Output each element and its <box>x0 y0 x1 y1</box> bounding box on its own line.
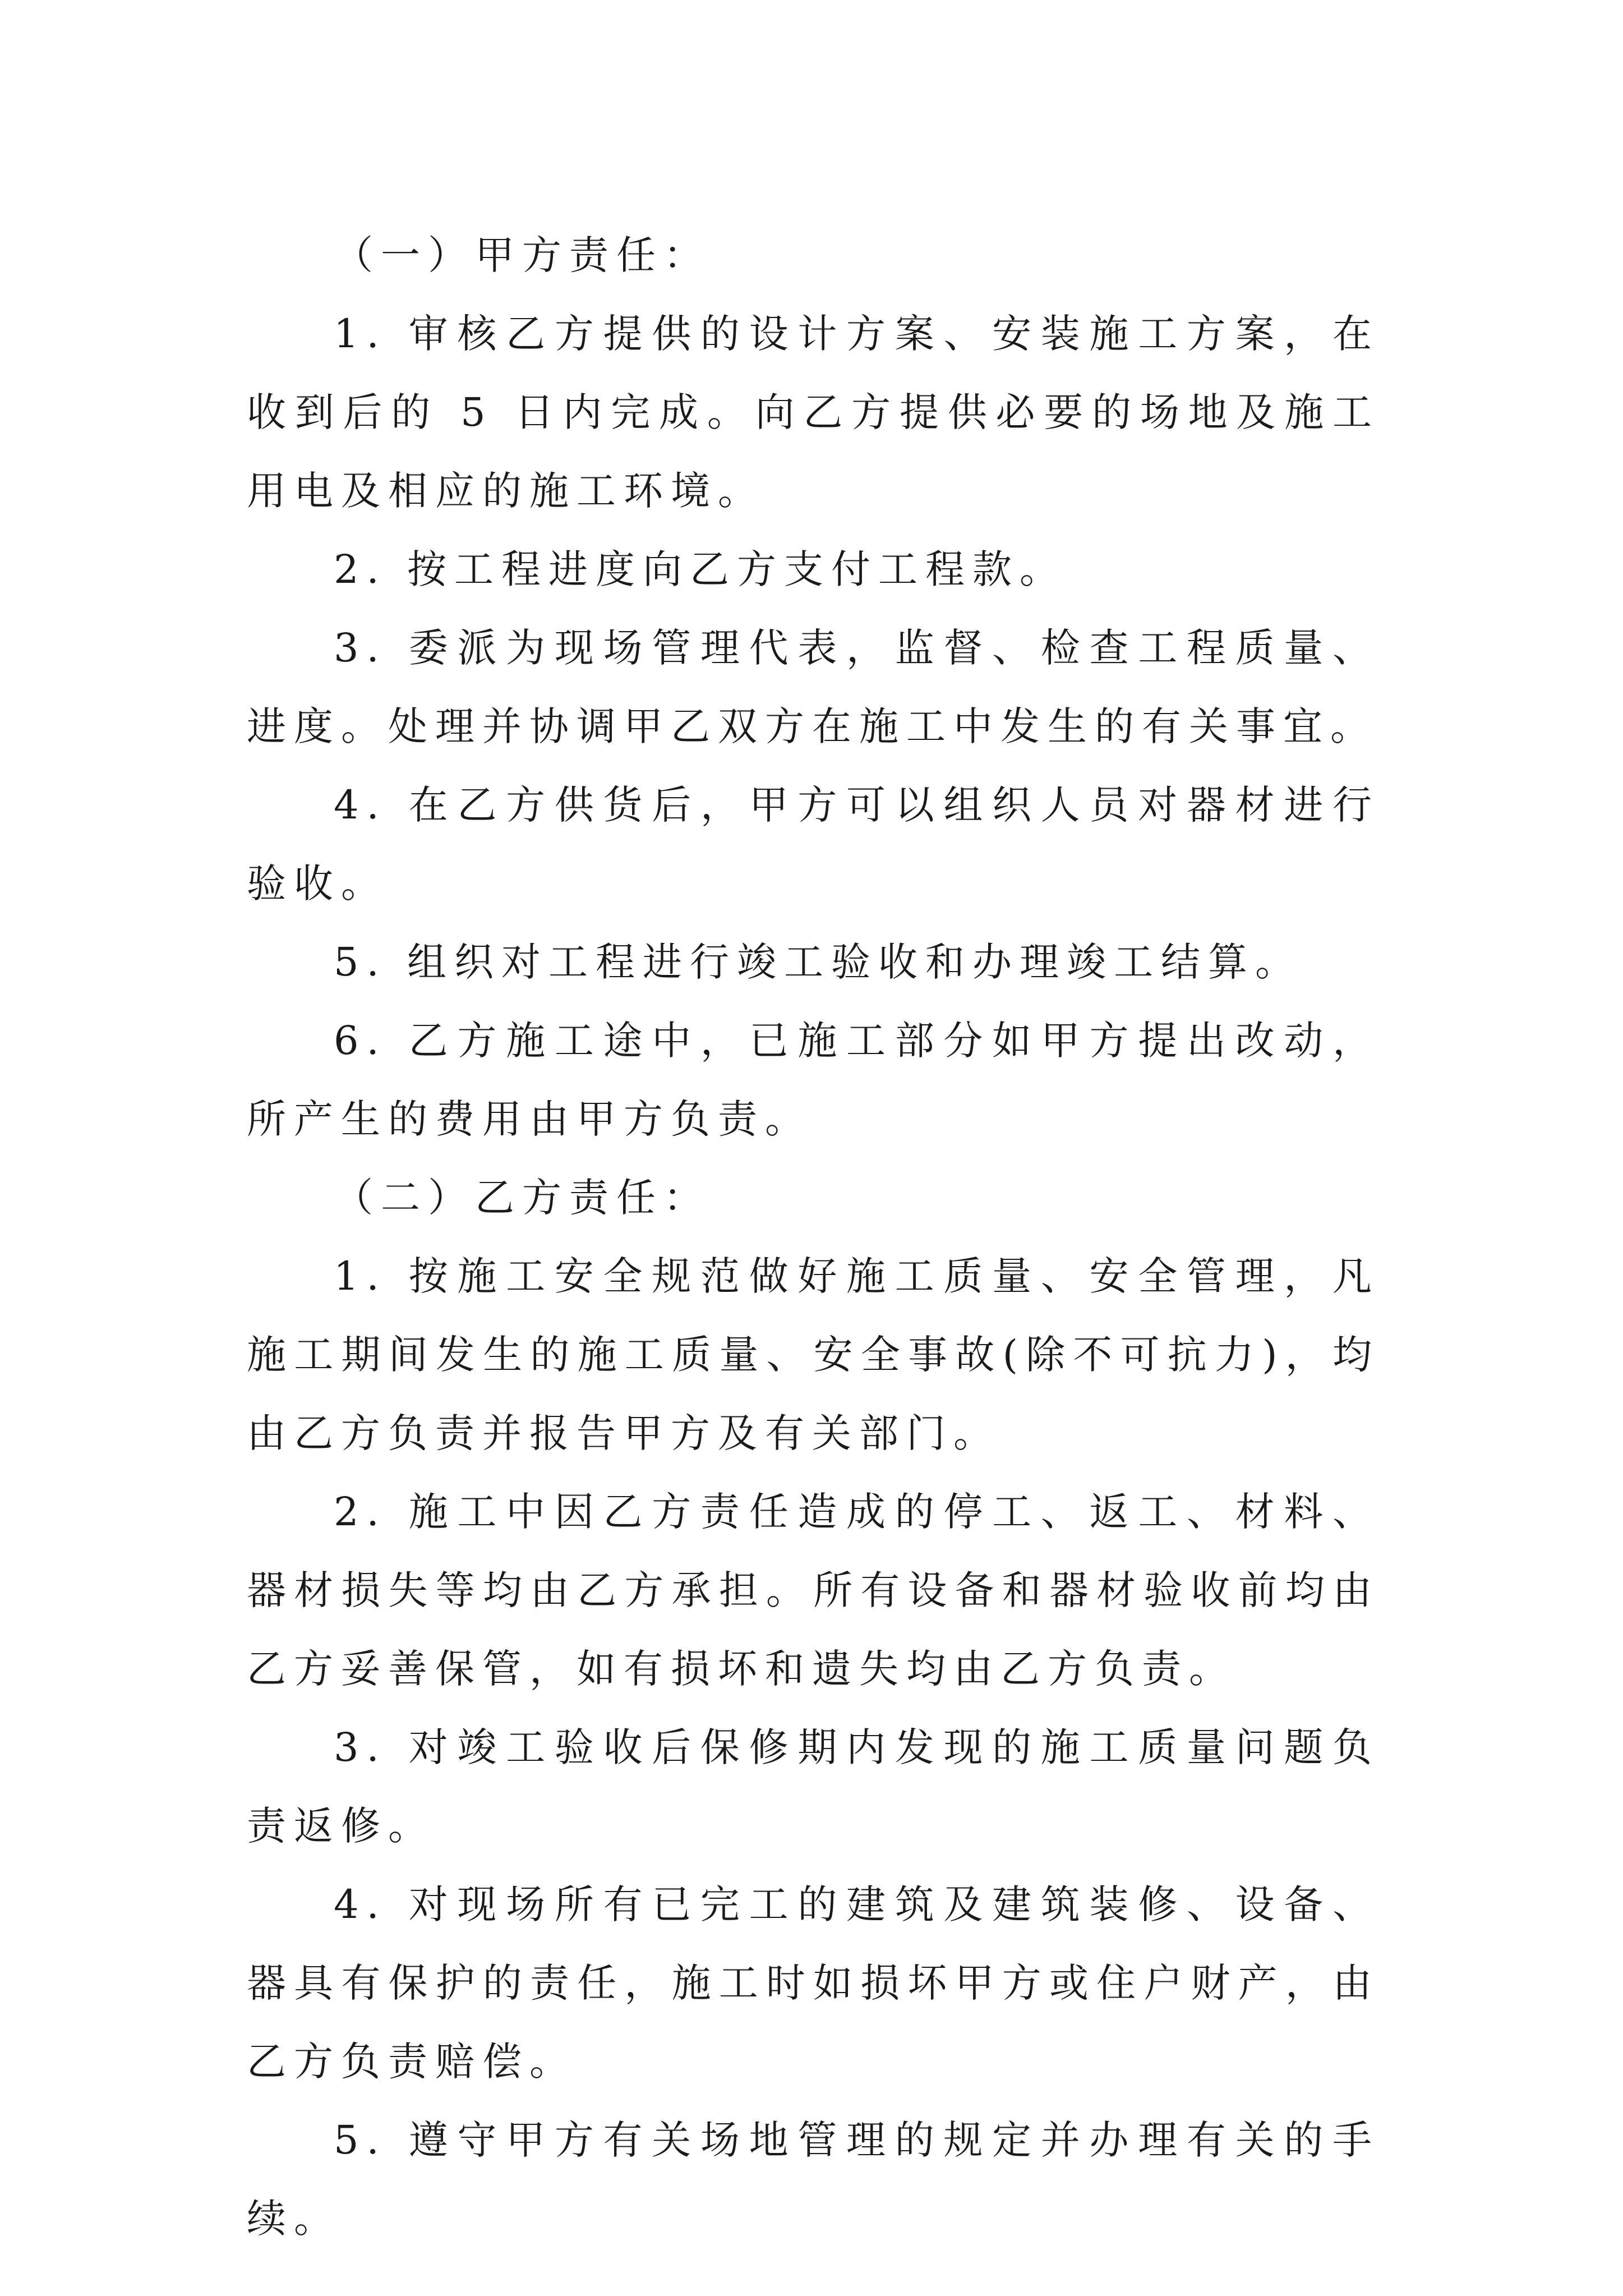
party-a-clause-3: 3. 委派为现场管理代表，监督、检查工程质量、进度。处理并协调甲乙双方在施工中发生的有关事宜。 <box>247 625 1380 749</box>
party-a-clause-6: 6. 乙方施工途中，已施工部分如甲方提出改动，所产生的费用由甲方负责。 <box>247 1018 1380 1142</box>
party-a-clause-2: 2. 按工程进度向乙方支付工程款。 <box>334 546 1067 592</box>
party-a-clause-1: 1. 审核乙方提供的设计方案、安装施工方案，在收到后的 5 日内完成。向乙方提供必要的场地及施工用电及相应的施工环境。 <box>247 311 1380 514</box>
party-b-clause-3: 3. 对竣工验收后保修期内发现的施工质量问题负责返修。 <box>247 1724 1380 1849</box>
section-heading-party-b: （二）乙方责任： <box>334 1175 711 1221</box>
party-b-clause-2: 2. 施工中因乙方责任造成的停工、返工、材料、器材损失等均由乙方承担。所有设备和器材验收前均由乙方妥善保管，如有损坏和遗失均由乙方负责。 <box>247 1489 1380 1692</box>
party-b-clause-5: 5. 遵守甲方有关场地管理的规定并办理有关的手续。 <box>247 2117 1380 2242</box>
document-body <box>247 216 1380 2258</box>
party-a-clause-4: 4. 在乙方供货后，甲方可以组织人员对器材进行验收。 <box>247 782 1380 907</box>
party-a-clause-5: 5. 组织对工程进行竣工验收和办理竣工结算。 <box>334 939 1303 985</box>
section-heading-party-a: （一）甲方责任： <box>334 232 711 278</box>
party-b-clause-1: 1. 按施工安全规范做好施工质量、安全管理，凡施工期间发生的施工质量、安全事故(除不可抗力)，均由乙方负责并报告甲方及有关部门。 <box>247 1253 1380 1456</box>
party-b-clause-4: 4. 对现场所有已完工的建筑及建筑装修、设备、器具有保护的责任，施工时如损坏甲方或住户财产，由乙方负责赔偿。 <box>247 1881 1380 2085</box>
